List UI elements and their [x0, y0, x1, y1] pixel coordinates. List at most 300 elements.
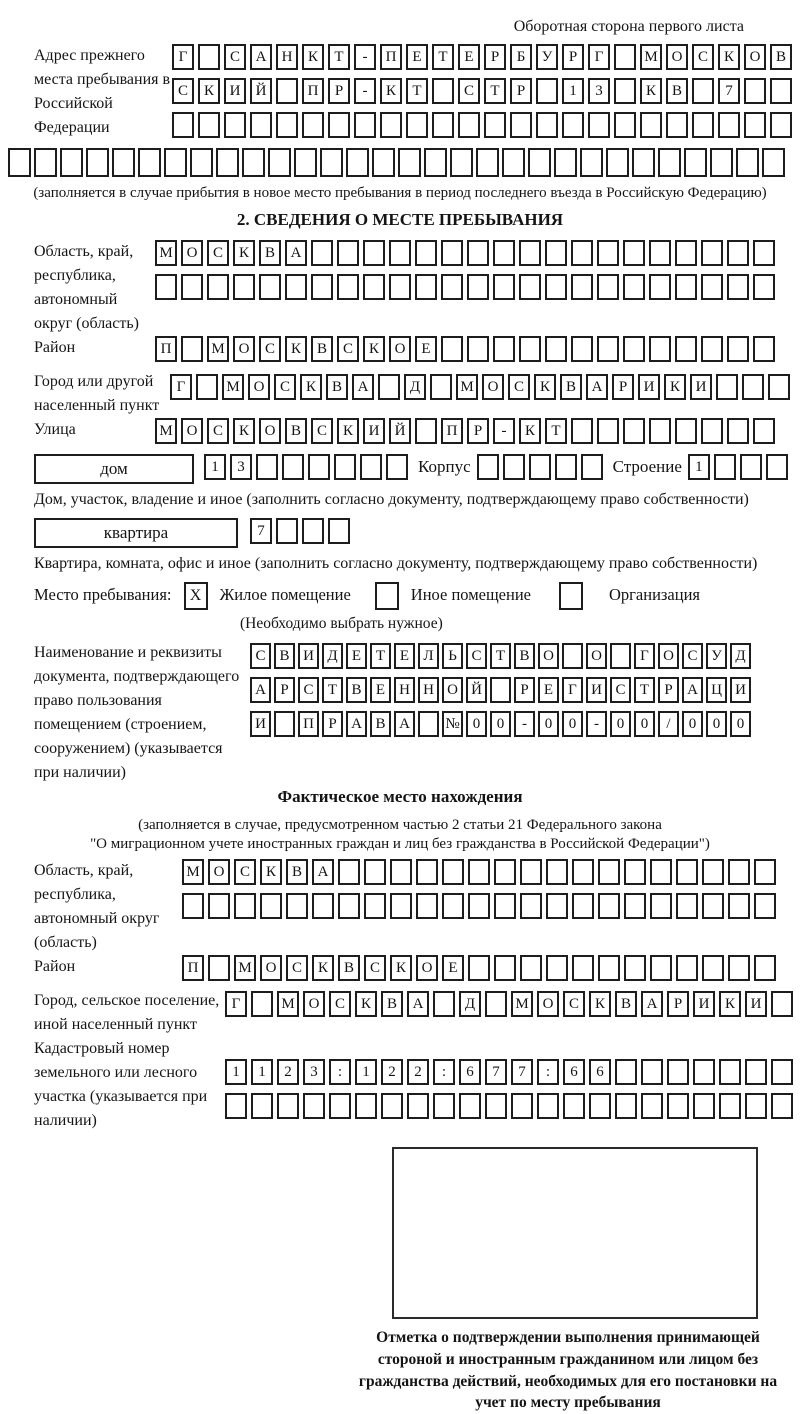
char-cell[interactable]: 0: [610, 711, 631, 737]
char-cell[interactable]: О: [303, 991, 325, 1017]
char-cell[interactable]: [589, 1093, 611, 1119]
char-cell[interactable]: [468, 955, 490, 981]
char-cell[interactable]: У: [706, 643, 727, 669]
char-cell[interactable]: С: [234, 859, 256, 885]
char-cell[interactable]: [529, 454, 551, 480]
char-cell[interactable]: [727, 240, 749, 266]
char-cell[interactable]: [274, 711, 295, 737]
char-cell[interactable]: К: [363, 336, 385, 362]
char-cell[interactable]: Й: [466, 677, 487, 703]
char-cell[interactable]: Е: [458, 44, 480, 70]
char-cell[interactable]: Е: [346, 643, 367, 669]
char-cell[interactable]: К: [355, 991, 377, 1017]
char-cell[interactable]: [762, 148, 785, 177]
char-cell[interactable]: А: [641, 991, 663, 1017]
char-cell[interactable]: :: [329, 1059, 351, 1085]
char-cell[interactable]: М: [640, 44, 662, 70]
char-cell[interactable]: [251, 991, 273, 1017]
char-cell[interactable]: В: [770, 44, 792, 70]
char-cell[interactable]: В: [259, 240, 281, 266]
char-cell[interactable]: [406, 112, 428, 138]
char-cell[interactable]: В: [274, 643, 295, 669]
char-cell[interactable]: М: [182, 859, 204, 885]
char-cell[interactable]: [684, 148, 707, 177]
char-cell[interactable]: Р: [667, 991, 689, 1017]
char-cell[interactable]: [390, 859, 412, 885]
char-cell[interactable]: [546, 893, 568, 919]
char-cell[interactable]: К: [285, 336, 307, 362]
char-cell[interactable]: О: [586, 643, 607, 669]
char-cell[interactable]: [597, 274, 619, 300]
char-cell[interactable]: [494, 893, 516, 919]
char-cell[interactable]: [389, 240, 411, 266]
char-cell[interactable]: [468, 893, 490, 919]
char-cell[interactable]: С: [458, 78, 480, 104]
char-cell[interactable]: [597, 240, 619, 266]
char-cell[interactable]: И: [690, 374, 712, 400]
char-cell[interactable]: 6: [563, 1059, 585, 1085]
char-cell[interactable]: [528, 148, 551, 177]
char-cell[interactable]: И: [693, 991, 715, 1017]
char-cell[interactable]: [675, 336, 697, 362]
char-cell[interactable]: [649, 240, 671, 266]
char-cell[interactable]: Д: [322, 643, 343, 669]
char-cell[interactable]: С: [610, 677, 631, 703]
char-cell[interactable]: [692, 112, 714, 138]
char-cell[interactable]: К: [534, 374, 556, 400]
char-cell[interactable]: Т: [328, 44, 350, 70]
char-cell[interactable]: [563, 1093, 585, 1119]
char-cell[interactable]: [386, 454, 408, 480]
char-cell[interactable]: [658, 148, 681, 177]
char-cell[interactable]: Т: [370, 643, 391, 669]
char-cell[interactable]: С: [682, 643, 703, 669]
char-cell[interactable]: [442, 893, 464, 919]
char-cell[interactable]: К: [312, 955, 334, 981]
char-cell[interactable]: С: [172, 78, 194, 104]
char-cell[interactable]: [430, 374, 452, 400]
char-cell[interactable]: [766, 454, 788, 480]
char-cell[interactable]: Г: [562, 677, 583, 703]
char-cell[interactable]: [641, 1059, 663, 1085]
char-cell[interactable]: [598, 893, 620, 919]
char-cell[interactable]: [164, 148, 187, 177]
char-cell[interactable]: Р: [658, 677, 679, 703]
char-cell[interactable]: [555, 454, 577, 480]
char-cell[interactable]: [667, 1059, 689, 1085]
char-cell[interactable]: 7: [250, 518, 272, 544]
char-cell[interactable]: [546, 955, 568, 981]
char-cell[interactable]: [588, 112, 610, 138]
char-cell[interactable]: К: [718, 44, 740, 70]
char-cell[interactable]: Е: [370, 677, 391, 703]
char-cell[interactable]: [624, 955, 646, 981]
char-cell[interactable]: -: [514, 711, 535, 737]
char-cell[interactable]: [702, 955, 724, 981]
char-cell[interactable]: [745, 1093, 767, 1119]
char-cell[interactable]: [624, 859, 646, 885]
char-cell[interactable]: [623, 240, 645, 266]
char-cell[interactable]: Е: [415, 336, 437, 362]
char-cell[interactable]: О: [666, 44, 688, 70]
char-cell[interactable]: [441, 274, 463, 300]
char-cell[interactable]: [34, 148, 57, 177]
char-cell[interactable]: 1: [355, 1059, 377, 1085]
char-cell[interactable]: [381, 1093, 403, 1119]
char-cell[interactable]: К: [640, 78, 662, 104]
char-cell[interactable]: [702, 893, 724, 919]
char-cell[interactable]: И: [730, 677, 751, 703]
char-cell[interactable]: 1: [204, 454, 226, 480]
char-cell[interactable]: [320, 148, 343, 177]
char-cell[interactable]: [328, 112, 350, 138]
char-cell[interactable]: [354, 112, 376, 138]
char-cell[interactable]: [485, 1093, 507, 1119]
char-cell[interactable]: С: [298, 677, 319, 703]
char-cell[interactable]: В: [326, 374, 348, 400]
char-cell[interactable]: М: [222, 374, 244, 400]
char-cell[interactable]: С: [207, 418, 229, 444]
char-cell[interactable]: [285, 274, 307, 300]
char-cell[interactable]: [363, 240, 385, 266]
char-cell[interactable]: [338, 893, 360, 919]
char-cell[interactable]: [493, 336, 515, 362]
char-cell[interactable]: [571, 336, 593, 362]
char-cell[interactable]: 7: [511, 1059, 533, 1085]
char-cell[interactable]: Г: [172, 44, 194, 70]
char-cell[interactable]: Р: [510, 78, 532, 104]
char-cell[interactable]: [441, 240, 463, 266]
char-cell[interactable]: [771, 1093, 793, 1119]
char-cell[interactable]: В: [346, 677, 367, 703]
char-cell[interactable]: Р: [612, 374, 634, 400]
char-cell[interactable]: 1: [562, 78, 584, 104]
char-cell[interactable]: [666, 112, 688, 138]
char-cell[interactable]: [207, 274, 229, 300]
char-cell[interactable]: [693, 1059, 715, 1085]
char-cell[interactable]: Г: [170, 374, 192, 400]
char-cell[interactable]: -: [354, 78, 376, 104]
char-cell[interactable]: [389, 274, 411, 300]
char-cell[interactable]: [572, 955, 594, 981]
char-cell[interactable]: [554, 148, 577, 177]
char-cell[interactable]: [303, 1093, 325, 1119]
char-cell[interactable]: [251, 1093, 273, 1119]
char-cell[interactable]: [615, 1059, 637, 1085]
char-cell[interactable]: С: [329, 991, 351, 1017]
char-cell[interactable]: [256, 454, 278, 480]
char-cell[interactable]: [768, 374, 790, 400]
char-cell[interactable]: А: [407, 991, 429, 1017]
char-cell[interactable]: Г: [588, 44, 610, 70]
char-cell[interactable]: Ц: [706, 677, 727, 703]
char-cell[interactable]: 3: [230, 454, 252, 480]
char-cell[interactable]: В: [514, 643, 535, 669]
char-cell[interactable]: П: [298, 711, 319, 737]
char-cell[interactable]: С: [466, 643, 487, 669]
char-cell[interactable]: 1: [251, 1059, 273, 1085]
char-cell[interactable]: К: [589, 991, 611, 1017]
char-cell[interactable]: [433, 991, 455, 1017]
char-cell[interactable]: О: [181, 418, 203, 444]
char-cell[interactable]: [172, 112, 194, 138]
char-cell[interactable]: [311, 240, 333, 266]
char-cell[interactable]: [727, 418, 749, 444]
char-cell[interactable]: [728, 859, 750, 885]
char-cell[interactable]: С: [274, 374, 296, 400]
char-cell[interactable]: [610, 643, 631, 669]
char-cell[interactable]: 7: [485, 1059, 507, 1085]
char-cell[interactable]: [597, 336, 619, 362]
char-cell[interactable]: :: [537, 1059, 559, 1085]
char-cell[interactable]: [233, 274, 255, 300]
char-cell[interactable]: [736, 148, 759, 177]
char-cell[interactable]: С: [207, 240, 229, 266]
char-cell[interactable]: С: [563, 991, 585, 1017]
char-cell[interactable]: [494, 859, 516, 885]
char-cell[interactable]: [675, 274, 697, 300]
char-cell[interactable]: [415, 240, 437, 266]
char-cell[interactable]: [649, 336, 671, 362]
char-cell[interactable]: Р: [514, 677, 535, 703]
char-cell[interactable]: К: [519, 418, 541, 444]
char-cell[interactable]: Б: [510, 44, 532, 70]
char-cell[interactable]: Р: [484, 44, 506, 70]
char-cell[interactable]: 0: [562, 711, 583, 737]
char-cell[interactable]: [432, 78, 454, 104]
char-cell[interactable]: К: [198, 78, 220, 104]
char-cell[interactable]: 0: [730, 711, 751, 737]
char-cell[interactable]: [294, 148, 317, 177]
char-cell[interactable]: [675, 240, 697, 266]
char-cell[interactable]: [458, 112, 480, 138]
char-cell[interactable]: [216, 148, 239, 177]
char-cell[interactable]: А: [285, 240, 307, 266]
char-cell[interactable]: [718, 112, 740, 138]
char-cell[interactable]: Т: [634, 677, 655, 703]
char-cell[interactable]: К: [719, 991, 741, 1017]
char-cell[interactable]: П: [441, 418, 463, 444]
char-cell[interactable]: О: [442, 677, 463, 703]
char-cell[interactable]: [234, 893, 256, 919]
char-cell[interactable]: О: [389, 336, 411, 362]
char-cell[interactable]: Г: [225, 991, 247, 1017]
char-cell[interactable]: [650, 859, 672, 885]
char-cell[interactable]: [545, 240, 567, 266]
char-cell[interactable]: О: [233, 336, 255, 362]
char-cell[interactable]: Р: [274, 677, 295, 703]
char-cell[interactable]: Е: [538, 677, 559, 703]
char-cell[interactable]: [467, 240, 489, 266]
char-cell[interactable]: [418, 711, 439, 737]
char-cell[interactable]: О: [248, 374, 270, 400]
char-cell[interactable]: [701, 418, 723, 444]
char-cell[interactable]: [614, 78, 636, 104]
char-cell[interactable]: [208, 893, 230, 919]
char-cell[interactable]: Н: [418, 677, 439, 703]
char-cell[interactable]: 6: [589, 1059, 611, 1085]
char-cell[interactable]: В: [338, 955, 360, 981]
char-cell[interactable]: И: [638, 374, 660, 400]
char-cell[interactable]: [493, 274, 515, 300]
char-cell[interactable]: [86, 148, 109, 177]
char-cell[interactable]: [477, 454, 499, 480]
char-cell[interactable]: О: [416, 955, 438, 981]
char-cell[interactable]: [242, 148, 265, 177]
char-cell[interactable]: С: [250, 643, 271, 669]
char-cell[interactable]: [537, 1093, 559, 1119]
char-cell[interactable]: П: [302, 78, 324, 104]
char-cell[interactable]: О: [744, 44, 766, 70]
char-cell[interactable]: [450, 148, 473, 177]
char-cell[interactable]: [702, 859, 724, 885]
char-cell[interactable]: К: [300, 374, 322, 400]
char-cell[interactable]: [8, 148, 31, 177]
char-cell[interactable]: А: [352, 374, 374, 400]
char-cell[interactable]: [640, 112, 662, 138]
char-cell[interactable]: Т: [432, 44, 454, 70]
char-cell[interactable]: [467, 274, 489, 300]
char-cell[interactable]: И: [298, 643, 319, 669]
char-cell[interactable]: [745, 1059, 767, 1085]
char-cell[interactable]: О: [537, 991, 559, 1017]
char-cell[interactable]: 6: [459, 1059, 481, 1085]
char-cell[interactable]: [259, 274, 281, 300]
char-cell[interactable]: [398, 148, 421, 177]
char-cell[interactable]: [753, 336, 775, 362]
char-cell[interactable]: [181, 336, 203, 362]
char-cell[interactable]: [770, 112, 792, 138]
char-cell[interactable]: [312, 893, 334, 919]
char-cell[interactable]: К: [233, 418, 255, 444]
char-cell[interactable]: [675, 418, 697, 444]
char-cell[interactable]: [693, 1093, 715, 1119]
char-cell[interactable]: [701, 274, 723, 300]
char-cell[interactable]: О: [538, 643, 559, 669]
char-cell[interactable]: [623, 274, 645, 300]
char-cell[interactable]: 7: [718, 78, 740, 104]
char-cell[interactable]: [727, 274, 749, 300]
char-cell[interactable]: [407, 1093, 429, 1119]
char-cell[interactable]: П: [155, 336, 177, 362]
char-cell[interactable]: В: [560, 374, 582, 400]
char-cell[interactable]: [754, 859, 776, 885]
char-cell[interactable]: [493, 240, 515, 266]
char-cell[interactable]: А: [250, 677, 271, 703]
char-cell[interactable]: 2: [381, 1059, 403, 1085]
char-cell[interactable]: 1: [225, 1059, 247, 1085]
char-cell[interactable]: 3: [303, 1059, 325, 1085]
char-cell[interactable]: [580, 148, 603, 177]
char-cell[interactable]: [250, 112, 272, 138]
char-cell[interactable]: Р: [562, 44, 584, 70]
char-cell[interactable]: 0: [466, 711, 487, 737]
char-cell[interactable]: [380, 112, 402, 138]
char-cell[interactable]: В: [285, 418, 307, 444]
char-cell[interactable]: [208, 955, 230, 981]
char-cell[interactable]: Н: [276, 44, 298, 70]
char-cell[interactable]: В: [381, 991, 403, 1017]
char-cell[interactable]: С: [224, 44, 246, 70]
char-cell[interactable]: [511, 1093, 533, 1119]
char-cell[interactable]: [676, 955, 698, 981]
char-cell[interactable]: К: [260, 859, 282, 885]
char-cell[interactable]: О: [259, 418, 281, 444]
char-cell[interactable]: 2: [277, 1059, 299, 1085]
char-cell[interactable]: [624, 893, 646, 919]
char-cell[interactable]: К: [302, 44, 324, 70]
char-cell[interactable]: [415, 274, 437, 300]
char-cell[interactable]: 0: [682, 711, 703, 737]
char-cell[interactable]: [719, 1093, 741, 1119]
char-cell[interactable]: [494, 955, 516, 981]
char-cell[interactable]: [190, 148, 213, 177]
char-cell[interactable]: М: [155, 240, 177, 266]
char-cell[interactable]: В: [370, 711, 391, 737]
char-cell[interactable]: [597, 418, 619, 444]
char-cell[interactable]: Д: [459, 991, 481, 1017]
char-cell[interactable]: [424, 148, 447, 177]
char-cell[interactable]: [337, 274, 359, 300]
char-cell[interactable]: Р: [322, 711, 343, 737]
char-cell[interactable]: [727, 336, 749, 362]
char-cell[interactable]: С: [259, 336, 281, 362]
char-cell[interactable]: №: [442, 711, 463, 737]
char-cell[interactable]: [378, 374, 400, 400]
char-cell[interactable]: [614, 44, 636, 70]
char-cell[interactable]: К: [380, 78, 402, 104]
char-cell[interactable]: [502, 148, 525, 177]
char-cell[interactable]: [282, 454, 304, 480]
char-cell[interactable]: [692, 78, 714, 104]
char-cell[interactable]: [416, 893, 438, 919]
char-cell[interactable]: [459, 1093, 481, 1119]
char-cell[interactable]: А: [394, 711, 415, 737]
char-cell[interactable]: 0: [634, 711, 655, 737]
char-cell[interactable]: [519, 274, 541, 300]
char-cell[interactable]: Т: [406, 78, 428, 104]
char-cell[interactable]: [225, 1093, 247, 1119]
char-cell[interactable]: [649, 274, 671, 300]
char-cell[interactable]: [701, 336, 723, 362]
char-cell[interactable]: Р: [328, 78, 350, 104]
char-cell[interactable]: -: [354, 44, 376, 70]
char-cell[interactable]: Е: [442, 955, 464, 981]
char-cell[interactable]: С: [692, 44, 714, 70]
char-cell[interactable]: Т: [322, 677, 343, 703]
char-cell[interactable]: [771, 1059, 793, 1085]
char-cell[interactable]: [372, 148, 395, 177]
char-cell[interactable]: В: [615, 991, 637, 1017]
char-cell[interactable]: С: [337, 336, 359, 362]
char-cell[interactable]: Н: [394, 677, 415, 703]
char-cell[interactable]: [667, 1093, 689, 1119]
char-cell[interactable]: [415, 418, 437, 444]
char-cell[interactable]: [198, 44, 220, 70]
char-cell[interactable]: [545, 274, 567, 300]
char-cell[interactable]: [615, 1093, 637, 1119]
char-cell[interactable]: [182, 893, 204, 919]
char-cell[interactable]: [277, 1093, 299, 1119]
char-cell[interactable]: [753, 240, 775, 266]
char-cell[interactable]: [360, 454, 382, 480]
char-cell[interactable]: С: [364, 955, 386, 981]
char-cell[interactable]: К: [390, 955, 412, 981]
char-cell[interactable]: [546, 859, 568, 885]
char-cell[interactable]: [467, 336, 489, 362]
char-cell[interactable]: [276, 518, 298, 544]
char-cell[interactable]: [468, 859, 490, 885]
